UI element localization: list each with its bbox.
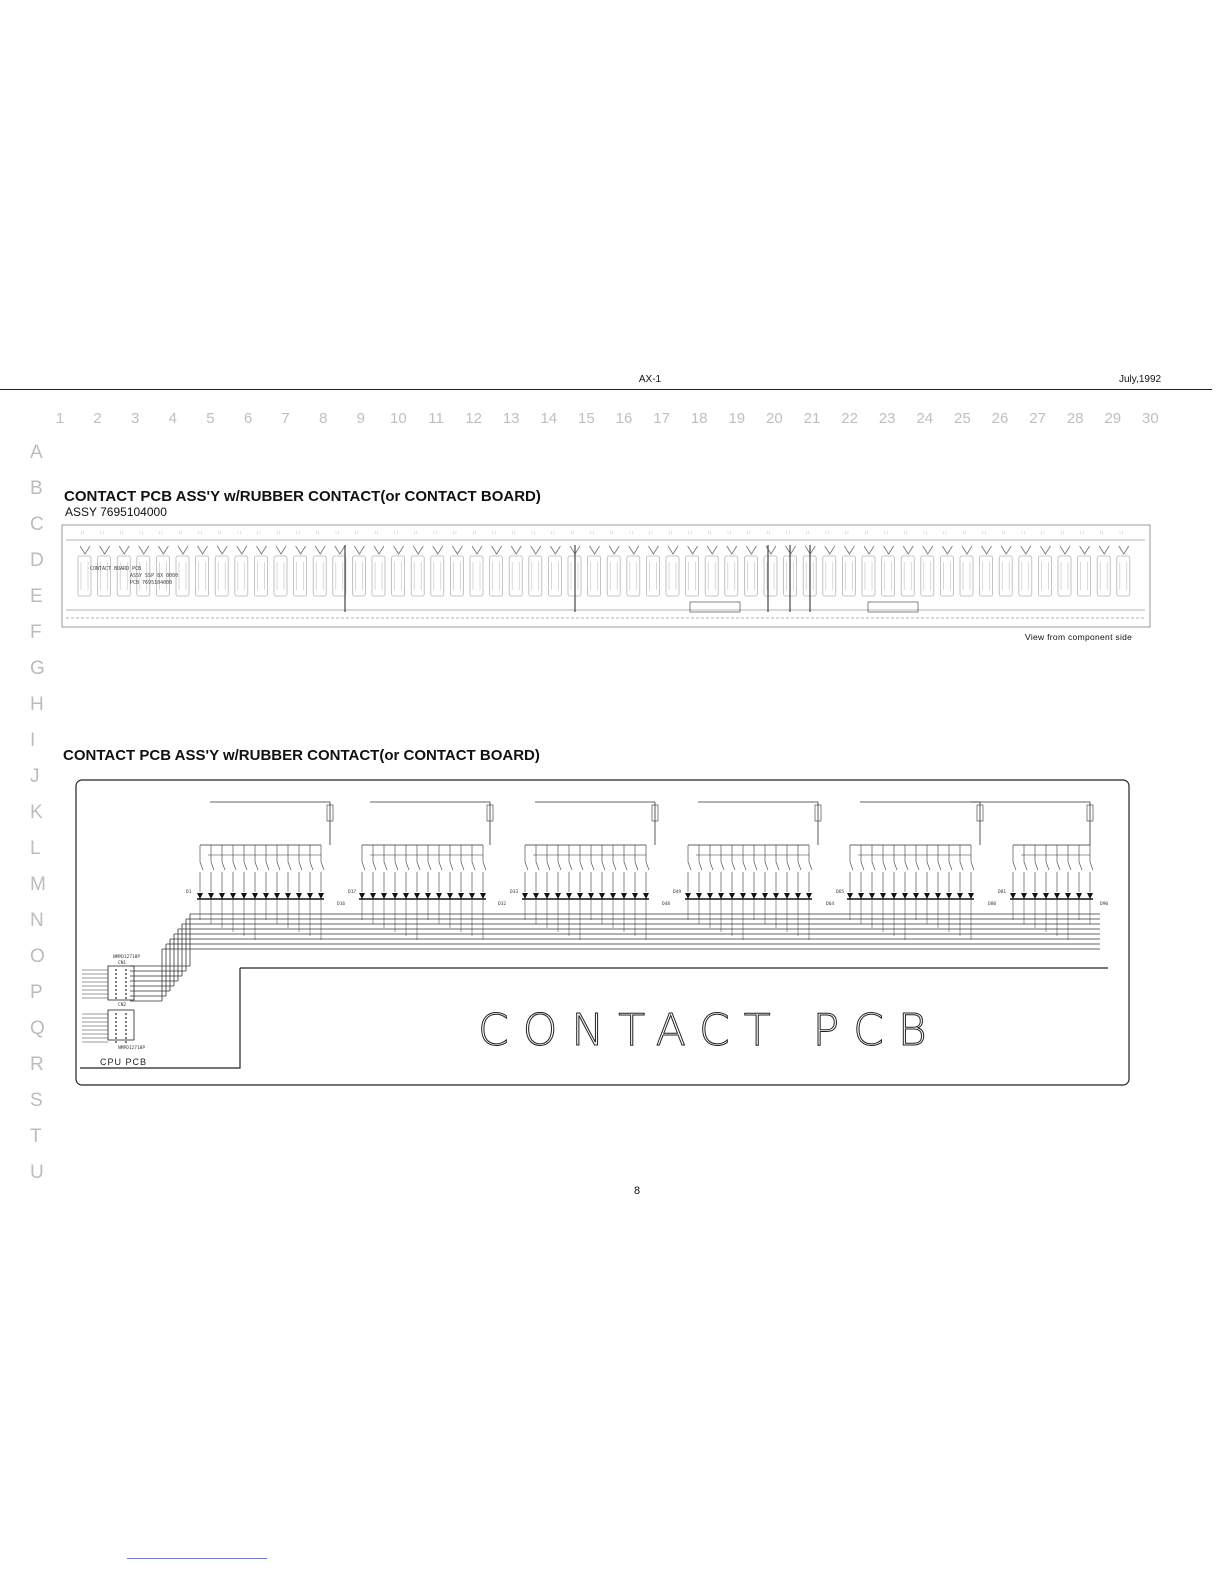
grid-column-29: 29 bbox=[1104, 410, 1122, 427]
contact-switch bbox=[1032, 845, 1038, 928]
grid-row-A: A bbox=[30, 442, 43, 463]
diode-symbol bbox=[696, 893, 702, 899]
svg-text:::: :: bbox=[1060, 530, 1065, 535]
grid-row-M: M bbox=[30, 874, 46, 895]
board-text-line1: CONTACT BOARD PCB bbox=[90, 566, 142, 572]
diode-symbol bbox=[436, 893, 442, 899]
svg-text:::: :: bbox=[766, 530, 771, 535]
grid-column-8: 8 bbox=[319, 410, 328, 427]
connector-cn2 bbox=[82, 1010, 134, 1043]
diode-group-label-left: D81 bbox=[998, 890, 1007, 895]
grid-column-25: 25 bbox=[954, 410, 971, 427]
diode-symbol bbox=[632, 893, 638, 899]
contact-switch bbox=[197, 845, 203, 920]
diode-symbol bbox=[241, 893, 247, 899]
contact-switch bbox=[1065, 845, 1071, 940]
diode-symbol bbox=[307, 893, 313, 899]
svg-text:::: :: bbox=[530, 530, 536, 535]
connector-bottom-ref: CN2 bbox=[118, 1003, 127, 1008]
diode-symbol bbox=[533, 893, 539, 899]
contact-switch bbox=[902, 845, 908, 940]
contact-switch bbox=[599, 845, 605, 924]
svg-text:::: :: bbox=[393, 530, 399, 535]
contact-switch bbox=[1010, 845, 1016, 920]
svg-text:::: :: bbox=[628, 530, 634, 535]
svg-text:::: :: bbox=[1099, 530, 1105, 535]
diode-symbol bbox=[359, 893, 365, 899]
diode-symbol bbox=[285, 893, 291, 899]
svg-text:::: :: bbox=[570, 530, 575, 535]
diode-group-label-right: D80 bbox=[988, 902, 997, 907]
diode-symbol bbox=[718, 893, 724, 899]
svg-text:::: :: bbox=[374, 530, 379, 535]
svg-text:::: :: bbox=[648, 530, 654, 535]
diode-symbol bbox=[588, 893, 594, 899]
diode-symbol bbox=[685, 893, 691, 899]
contact-switch bbox=[588, 845, 594, 920]
svg-text:::: :: bbox=[217, 530, 223, 535]
diode-group-label-right: D32 bbox=[498, 902, 507, 907]
svg-text:::: :: bbox=[334, 530, 340, 535]
diode-symbol bbox=[946, 893, 952, 899]
svg-text:::: :: bbox=[726, 530, 732, 535]
diode-symbol bbox=[230, 893, 236, 899]
diode-symbol bbox=[773, 893, 779, 899]
diode-symbol bbox=[729, 893, 735, 899]
contact-switch bbox=[1076, 845, 1082, 920]
svg-text:::: :: bbox=[354, 530, 360, 535]
diode-symbol bbox=[924, 893, 930, 899]
svg-text:::: :: bbox=[256, 530, 262, 535]
contact-switch bbox=[263, 845, 269, 920]
svg-text:::: :: bbox=[844, 530, 850, 535]
contact-switch bbox=[773, 845, 779, 928]
diode-symbol bbox=[1021, 893, 1027, 899]
diode-symbol bbox=[621, 893, 627, 899]
svg-text:::: :: bbox=[1040, 530, 1046, 535]
diode-symbol bbox=[784, 893, 790, 899]
grid-column-17: 17 bbox=[653, 410, 670, 427]
grid-row-G: G bbox=[30, 658, 45, 679]
grid-column-24: 24 bbox=[916, 410, 934, 427]
diode-symbol bbox=[522, 893, 528, 899]
grid-column-13: 13 bbox=[502, 410, 520, 427]
section1-title: CONTACT PCB ASS'Y w/RUBBER CONTACT(or CONTACT BOARD) bbox=[64, 488, 541, 505]
svg-text:::: :: bbox=[472, 530, 477, 535]
grid-column-16: 16 bbox=[615, 410, 633, 427]
contact-switch bbox=[869, 845, 875, 928]
contact-switch bbox=[858, 845, 864, 924]
svg-text:::: :: bbox=[589, 530, 595, 535]
svg-text:::: :: bbox=[158, 530, 164, 535]
grid-row-E: E bbox=[30, 586, 43, 607]
grid-row-D: D bbox=[30, 550, 44, 571]
diode-symbol bbox=[577, 893, 583, 899]
contact-switch bbox=[241, 845, 247, 936]
svg-text:::: :: bbox=[707, 530, 713, 535]
contact-switch bbox=[632, 845, 638, 936]
board-text-line3: PCB 7695104000 bbox=[130, 580, 173, 586]
diode-symbol bbox=[403, 893, 409, 899]
contact-switch bbox=[381, 845, 387, 928]
diode-symbol bbox=[219, 893, 225, 899]
grid-row-L: L bbox=[30, 838, 41, 859]
grid-column-19: 19 bbox=[728, 410, 746, 427]
svg-text:::: :: bbox=[1020, 530, 1026, 535]
section1-assy-number: ASSY 7695104000 bbox=[65, 505, 167, 519]
svg-text:::: :: bbox=[1079, 530, 1085, 535]
diode-symbol bbox=[1043, 893, 1049, 899]
contact-switch bbox=[274, 845, 280, 924]
diode-symbol bbox=[869, 893, 875, 899]
diode-symbol bbox=[370, 893, 376, 899]
grid-row-O: O bbox=[30, 946, 45, 967]
diode-symbol bbox=[902, 893, 908, 899]
svg-text:::: :: bbox=[785, 530, 791, 535]
diode-group-label-left: D49 bbox=[673, 890, 682, 895]
connector-cn1 bbox=[82, 966, 134, 1000]
grid-column-20: 20 bbox=[766, 410, 783, 427]
diode-symbol bbox=[252, 893, 258, 899]
connector-top-part: NMPD12718P bbox=[113, 955, 141, 960]
contact-switch bbox=[359, 845, 365, 920]
diode-symbol bbox=[740, 893, 746, 899]
diode-symbol bbox=[414, 893, 420, 899]
svg-text:::: :: bbox=[138, 530, 144, 535]
svg-text:::: :: bbox=[197, 530, 203, 535]
svg-text:::: :: bbox=[295, 530, 301, 535]
contact-switch bbox=[762, 845, 768, 924]
grid-row-F: F bbox=[30, 622, 42, 643]
connector-bottom-part: NMPD12718P bbox=[118, 1046, 146, 1051]
svg-text:::: :: bbox=[491, 530, 497, 535]
svg-text:::: :: bbox=[432, 530, 438, 535]
footer-underline bbox=[127, 1558, 267, 1559]
svg-text:::: :: bbox=[883, 530, 889, 535]
view-note: View from component side bbox=[1025, 632, 1133, 642]
grid-column-4: 4 bbox=[168, 410, 177, 427]
svg-text:::: :: bbox=[981, 530, 987, 535]
diode-symbol bbox=[1010, 893, 1016, 899]
contact-switch bbox=[469, 845, 475, 936]
contact-switch bbox=[544, 845, 550, 928]
svg-text:::: :: bbox=[413, 530, 419, 535]
diode-symbol bbox=[1054, 893, 1060, 899]
diode-symbol bbox=[197, 893, 203, 899]
svg-text:::: :: bbox=[452, 530, 458, 535]
svg-text:::: :: bbox=[962, 530, 967, 535]
contact-switch bbox=[685, 845, 691, 920]
contact-switch bbox=[480, 845, 486, 940]
svg-text:::: :: bbox=[746, 530, 752, 535]
contact-switch bbox=[1021, 845, 1027, 924]
contact-switch bbox=[847, 845, 853, 920]
diode-group-label-left: D1 bbox=[186, 890, 192, 895]
grid-row-P: P bbox=[30, 982, 43, 1003]
contact-switch bbox=[751, 845, 757, 920]
grid-column-10: 10 bbox=[390, 410, 407, 427]
contact-switch bbox=[1054, 845, 1060, 936]
grid-row-N: N bbox=[30, 910, 44, 931]
contact-switch bbox=[219, 845, 225, 928]
diode-symbol bbox=[458, 893, 464, 899]
svg-text:::: :: bbox=[236, 530, 242, 535]
document-date: July,1992 bbox=[1119, 374, 1162, 385]
svg-text:::: :: bbox=[942, 530, 948, 535]
svg-text:::: :: bbox=[824, 530, 830, 535]
diode-symbol bbox=[968, 893, 974, 899]
grid-column-1: 1 bbox=[55, 410, 65, 427]
svg-text:::: :: bbox=[80, 530, 85, 535]
grid-column-18: 18 bbox=[690, 410, 708, 427]
diode-symbol bbox=[469, 893, 475, 899]
diode-symbol bbox=[381, 893, 387, 899]
grid-column-12: 12 bbox=[465, 410, 482, 427]
contact-switch bbox=[436, 845, 442, 924]
svg-text:::: :: bbox=[668, 530, 673, 535]
grid-column-14: 14 bbox=[540, 410, 558, 427]
contact-switch bbox=[729, 845, 735, 936]
cpu-connectors bbox=[82, 966, 134, 1043]
grid-column-30: 30 bbox=[1142, 410, 1159, 427]
grid-row-C: C bbox=[30, 514, 44, 535]
grid-column-15: 15 bbox=[578, 410, 595, 427]
grid-row-I: I bbox=[30, 730, 36, 751]
grid-column-28: 28 bbox=[1066, 410, 1084, 427]
diode-symbol bbox=[847, 893, 853, 899]
diode-symbol bbox=[296, 893, 302, 899]
contact-switch bbox=[707, 845, 713, 928]
contact-pcb-label: CONTACT PCB bbox=[478, 1005, 941, 1056]
diode-symbol bbox=[447, 893, 453, 899]
grid-row-B: B bbox=[30, 478, 43, 499]
contact-switch bbox=[425, 845, 431, 920]
grid-row-Q: Q bbox=[30, 1018, 45, 1039]
contact-switch bbox=[447, 845, 453, 928]
grid-row-S: S bbox=[30, 1090, 43, 1111]
document-model: AX-1 bbox=[638, 374, 662, 385]
contact-switch bbox=[913, 845, 919, 920]
svg-text:::: :: bbox=[276, 530, 281, 535]
grid-column-11: 11 bbox=[428, 410, 444, 427]
diode-symbol bbox=[957, 893, 963, 899]
diode-symbol bbox=[544, 893, 550, 899]
contact-switch bbox=[252, 845, 258, 940]
svg-text:::: :: bbox=[805, 530, 811, 535]
svg-text:::: :: bbox=[903, 530, 909, 535]
grid-row-H: H bbox=[30, 694, 44, 715]
grid-column-7: 7 bbox=[281, 410, 290, 427]
contact-switch bbox=[610, 845, 616, 928]
diode-symbol bbox=[263, 893, 269, 899]
svg-text:::: :: bbox=[99, 530, 105, 535]
contact-switch bbox=[370, 845, 376, 924]
diode-symbol bbox=[707, 893, 713, 899]
grid-column-2: 2 bbox=[93, 410, 102, 427]
diode-symbol bbox=[555, 893, 561, 899]
diode-symbol bbox=[751, 893, 757, 899]
contact-switch bbox=[806, 845, 812, 940]
contact-switch bbox=[566, 845, 572, 936]
contact-switch bbox=[307, 845, 313, 936]
diode-symbol bbox=[858, 893, 864, 899]
contact-switch bbox=[968, 845, 974, 940]
grid-column-27: 27 bbox=[1029, 410, 1046, 427]
diode-symbol bbox=[643, 893, 649, 899]
diode-symbol bbox=[566, 893, 572, 899]
svg-text:::: :: bbox=[550, 530, 556, 535]
diode-group-label-right: D16 bbox=[337, 902, 346, 907]
grid-column-6: 6 bbox=[243, 410, 253, 427]
grid-column-3: 3 bbox=[131, 410, 140, 427]
diode-symbol bbox=[913, 893, 919, 899]
diode-group-label-right: D90 bbox=[1100, 902, 1109, 907]
diode-symbol bbox=[762, 893, 768, 899]
grid-row-T: T bbox=[30, 1126, 42, 1147]
diode-symbol bbox=[1087, 893, 1093, 899]
diode-symbol bbox=[935, 893, 941, 899]
diode-symbol bbox=[891, 893, 897, 899]
svg-text:::: :: bbox=[119, 530, 125, 535]
diode-symbol bbox=[610, 893, 616, 899]
diode-symbol bbox=[599, 893, 605, 899]
diode-symbol bbox=[1065, 893, 1071, 899]
contact-switch bbox=[957, 845, 963, 936]
grid-column-9: 9 bbox=[356, 410, 365, 427]
diode-group-label-left: D65 bbox=[836, 890, 845, 895]
diode-group-label-left: D17 bbox=[348, 890, 357, 895]
svg-text:::: :: bbox=[511, 530, 517, 535]
section2-title: CONTACT PCB ASS'Y w/RUBBER CONTACT(or CONTACT BOARD) bbox=[63, 747, 540, 764]
page-number: 8 bbox=[633, 1185, 641, 1197]
grid-column-21: 21 bbox=[803, 410, 821, 427]
grid-column-22: 22 bbox=[841, 410, 858, 427]
svg-text:::: :: bbox=[864, 530, 869, 535]
contact-switch bbox=[891, 845, 897, 936]
svg-text:::: :: bbox=[1001, 530, 1007, 535]
contact-switch bbox=[208, 845, 214, 924]
svg-text:::: :: bbox=[1118, 530, 1124, 535]
diode-symbol bbox=[795, 893, 801, 899]
contact-switch bbox=[740, 845, 746, 940]
contact-switch bbox=[1087, 845, 1093, 924]
grid-row-R: R bbox=[30, 1054, 44, 1075]
contact-switch bbox=[696, 845, 702, 924]
contact-switch bbox=[795, 845, 801, 936]
diode-symbol bbox=[274, 893, 280, 899]
diode-group-label-left: D33 bbox=[510, 890, 519, 895]
diode-symbol bbox=[880, 893, 886, 899]
contact-switch bbox=[643, 845, 649, 940]
contact-switch bbox=[935, 845, 941, 928]
diode-symbol bbox=[425, 893, 431, 899]
contact-switch bbox=[318, 845, 324, 940]
contact-switch bbox=[533, 845, 539, 924]
diode-symbol bbox=[1076, 893, 1082, 899]
diode-symbol bbox=[318, 893, 324, 899]
diode-symbol bbox=[392, 893, 398, 899]
diode-group-label-right: D48 bbox=[662, 902, 671, 907]
matrix-bus-lines bbox=[130, 914, 1100, 1001]
diode-symbol bbox=[208, 893, 214, 899]
svg-text:::: :: bbox=[315, 530, 321, 535]
cpu-pcb-label: CPU PCB bbox=[100, 1057, 148, 1067]
contact-switch bbox=[924, 845, 930, 924]
grid-column-5: 5 bbox=[206, 410, 215, 427]
svg-text:::: :: bbox=[687, 530, 693, 535]
svg-text:::: :: bbox=[178, 530, 183, 535]
svg-text:::: :: bbox=[922, 530, 928, 535]
connector-top-ref: CN1 bbox=[118, 961, 127, 966]
diode-group-label-right: D64 bbox=[826, 902, 835, 907]
contact-switch bbox=[577, 845, 583, 940]
grid-column-23: 23 bbox=[878, 410, 896, 427]
contact-switch bbox=[522, 845, 528, 920]
diode-symbol bbox=[1032, 893, 1038, 899]
grid-row-U: U bbox=[30, 1162, 44, 1183]
contact-switch bbox=[414, 845, 420, 940]
diode-symbol bbox=[480, 893, 486, 899]
contact-switch bbox=[285, 845, 291, 928]
grid-column-26: 26 bbox=[991, 410, 1009, 427]
svg-text:::: :: bbox=[609, 530, 615, 535]
contact-switch bbox=[403, 845, 409, 936]
board-text-line2: ASSY SSP 8X 0000 bbox=[130, 573, 179, 579]
diode-symbol bbox=[806, 893, 812, 899]
grid-row-J: J bbox=[30, 766, 40, 787]
grid-row-K: K bbox=[30, 802, 43, 823]
